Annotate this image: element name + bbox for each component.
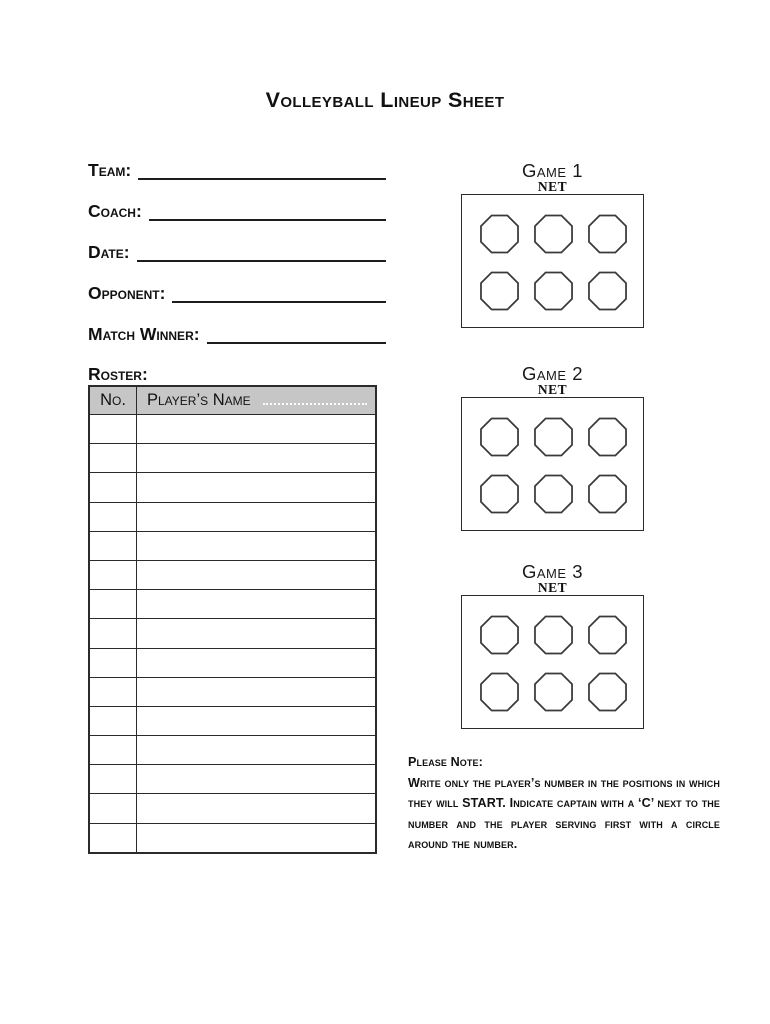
roster-no-cell[interactable] [89, 502, 137, 531]
roster-no-cell[interactable] [89, 560, 137, 589]
roster-no-cell[interactable] [89, 794, 137, 823]
player-position-octagon[interactable] [588, 417, 627, 457]
roster-header-row [89, 386, 376, 415]
roster-name-cell[interactable] [137, 473, 377, 502]
roster-name-cell[interactable] [137, 794, 377, 823]
roster-no-cell[interactable] [89, 823, 137, 853]
player-position-octagon[interactable] [588, 474, 627, 514]
field-opponent-label: Opponent: [88, 283, 166, 303]
game-3-title: Game 3 [522, 561, 583, 582]
note-heading: Please Note: [408, 755, 483, 769]
field-team-blank-line[interactable] [138, 162, 386, 180]
roster-no-cell[interactable] [89, 736, 137, 765]
roster-row [89, 473, 376, 502]
game-1-section [461, 161, 644, 328]
field-coach-blank-line[interactable] [149, 203, 386, 221]
roster-row [89, 706, 376, 735]
player-position-octagon[interactable] [534, 474, 573, 514]
roster-name-cell[interactable] [137, 590, 377, 619]
roster-name-cell[interactable] [137, 706, 377, 735]
roster-no-cell[interactable] [89, 531, 137, 560]
field-team-label: Team: [88, 160, 132, 180]
field-team [88, 161, 386, 180]
roster-row [89, 619, 376, 648]
field-match-winner [88, 325, 386, 344]
roster-name-cell[interactable] [137, 502, 377, 531]
player-position-octagon[interactable] [534, 672, 573, 712]
roster-no-cell[interactable] [89, 415, 137, 444]
roster-name-cell[interactable] [137, 619, 377, 648]
roster-name-cell[interactable] [137, 736, 377, 765]
game-3-section [461, 562, 644, 729]
game-3-court-box [461, 595, 644, 729]
player-position-octagon[interactable] [480, 214, 519, 254]
game-2-net-label: NET [537, 382, 568, 397]
field-match-winner-label: Match Winner: [88, 324, 200, 344]
roster-row [89, 765, 376, 794]
roster-table [88, 385, 377, 854]
roster-row [89, 502, 376, 531]
field-coach [88, 202, 386, 221]
roster-no-cell[interactable] [89, 765, 137, 794]
roster-row [89, 531, 376, 560]
roster-no-cell[interactable] [89, 706, 137, 735]
game-2-title: Game 2 [522, 363, 583, 384]
roster-row [89, 444, 376, 473]
player-position-octagon[interactable] [588, 615, 627, 655]
roster-row [89, 590, 376, 619]
player-position-octagon[interactable] [588, 672, 627, 712]
player-position-octagon[interactable] [534, 214, 573, 254]
roster-name-cell[interactable] [137, 531, 377, 560]
roster-row [89, 677, 376, 706]
roster-heading: Roster: [88, 364, 148, 384]
court-row [480, 271, 627, 311]
note-body: Write only the player’s number in the positions in which they will START. Indicate captain with a ‘C’ next to the number and the player serving first with a circle around the number. [408, 775, 720, 851]
roster-no-cell[interactable] [89, 590, 137, 619]
court-row [480, 214, 627, 254]
player-position-octagon[interactable] [534, 615, 573, 655]
roster-no-cell[interactable] [89, 677, 137, 706]
field-date-label: Date: [88, 242, 130, 262]
game-2-court-box [461, 397, 644, 531]
roster-no-cell[interactable] [89, 444, 137, 473]
roster-row [89, 648, 376, 677]
player-position-octagon[interactable] [588, 214, 627, 254]
dotted-leader [263, 397, 367, 405]
roster-name-cell[interactable] [137, 823, 377, 853]
roster-row [89, 560, 376, 589]
roster-row [89, 736, 376, 765]
roster-no-cell[interactable] [89, 648, 137, 677]
roster-name-cell[interactable] [137, 415, 377, 444]
roster-row [89, 415, 376, 444]
player-position-octagon[interactable] [534, 417, 573, 457]
game-1-title: Game 1 [522, 160, 583, 181]
court-row [480, 615, 627, 655]
player-position-octagon[interactable] [480, 271, 519, 311]
page-title: Volleyball Lineup Sheet [265, 88, 505, 112]
note-block [408, 752, 720, 855]
player-position-octagon[interactable] [480, 672, 519, 712]
roster-name-cell[interactable] [137, 560, 377, 589]
game-1-net-label: NET [537, 179, 568, 194]
roster-col-no-header: No. [89, 386, 137, 415]
court-row [480, 417, 627, 457]
roster-name-cell[interactable] [137, 765, 377, 794]
player-position-octagon[interactable] [480, 615, 519, 655]
game-2-section [461, 364, 644, 531]
player-position-octagon[interactable] [480, 474, 519, 514]
roster-no-cell[interactable] [89, 473, 137, 502]
court-row [480, 672, 627, 712]
roster-col-name-label: Player’s Name [147, 391, 251, 409]
field-coach-label: Coach: [88, 201, 142, 221]
field-opponent-blank-line[interactable] [172, 285, 386, 303]
roster-row [89, 823, 376, 853]
roster-col-name-header [137, 386, 377, 415]
roster-row [89, 794, 376, 823]
field-date-blank-line[interactable] [137, 244, 386, 262]
player-position-octagon[interactable] [480, 417, 519, 457]
field-opponent [88, 284, 386, 303]
roster-no-cell[interactable] [89, 619, 137, 648]
roster-name-cell[interactable] [137, 677, 377, 706]
roster-name-cell[interactable] [137, 444, 377, 473]
player-position-octagon[interactable] [588, 271, 627, 311]
game-1-court-box [461, 194, 644, 328]
field-match-winner-blank-line[interactable] [207, 326, 386, 344]
player-position-octagon[interactable] [534, 271, 573, 311]
roster-name-cell[interactable] [137, 648, 377, 677]
court-row [480, 474, 627, 514]
game-3-net-label: NET [537, 580, 568, 595]
field-date [88, 243, 386, 262]
